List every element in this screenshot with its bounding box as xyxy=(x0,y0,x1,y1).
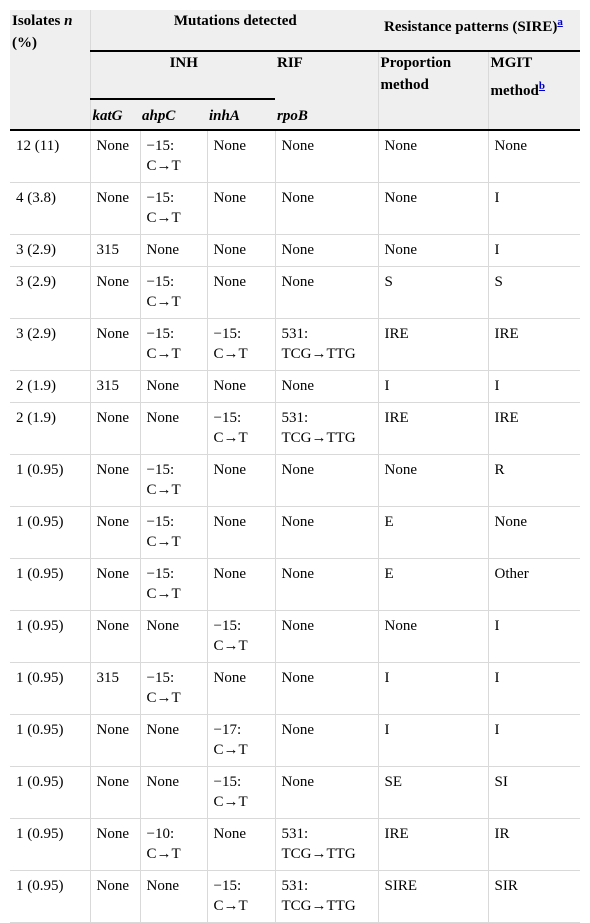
katg-cell: None xyxy=(90,871,140,923)
katg-cell: None xyxy=(90,455,140,507)
inha-cell: None xyxy=(207,819,275,871)
ahpc-cell: −10: C→T xyxy=(140,819,207,871)
isolates-cell: 1 (0.95) xyxy=(10,871,90,923)
table-row xyxy=(10,267,580,319)
footnote-b-link[interactable]: b xyxy=(538,80,545,92)
rif-label: RIF xyxy=(277,55,303,71)
proportion-method-label: Proportion method xyxy=(380,55,452,93)
katg-label: katG xyxy=(92,108,123,124)
resistance-patterns-label: Resistance patterns (SIRE) xyxy=(384,19,558,35)
rpob-cell: None xyxy=(275,559,378,611)
mgit-cell: I xyxy=(488,715,580,767)
ahpc-cell: None xyxy=(140,235,207,267)
isolates-cell: 3 (2.9) xyxy=(10,267,90,319)
rpob-cell: None xyxy=(275,130,378,183)
header-inh xyxy=(90,51,275,99)
ahpc-label: ahpC xyxy=(142,108,176,124)
isolates-cell: 1 (0.95) xyxy=(10,455,90,507)
inha-cell: −15: C→T xyxy=(207,871,275,923)
header-inha xyxy=(207,99,275,130)
mgit-cell: R xyxy=(488,455,580,507)
katg-cell: None xyxy=(90,267,140,319)
header-rpob xyxy=(275,99,378,130)
rpob-cell: None xyxy=(275,663,378,715)
table-row xyxy=(10,715,580,767)
katg-cell: None xyxy=(90,819,140,871)
isolates-cell: 1 (0.95) xyxy=(10,663,90,715)
inha-cell: None xyxy=(207,455,275,507)
inha-cell: −15: C→T xyxy=(207,611,275,663)
ahpc-cell: −15: C→T xyxy=(140,130,207,183)
mgit-cell: None xyxy=(488,507,580,559)
katg-cell: None xyxy=(90,559,140,611)
inha-cell: None xyxy=(207,559,275,611)
inha-cell: None xyxy=(207,130,275,183)
rpob-cell: None xyxy=(275,267,378,319)
inha-cell: −17: C→T xyxy=(207,715,275,767)
katg-cell: None xyxy=(90,507,140,559)
proportion-cell: I xyxy=(378,663,488,715)
katg-cell: None xyxy=(90,130,140,183)
table-row xyxy=(10,819,580,871)
mgit-cell: IRE xyxy=(488,403,580,455)
header-ahpc xyxy=(140,99,207,130)
rpob-cell: None xyxy=(275,767,378,819)
katg-cell: None xyxy=(90,183,140,235)
mgit-cell: S xyxy=(488,267,580,319)
table-row xyxy=(10,611,580,663)
isolates-cell: 3 (2.9) xyxy=(10,319,90,371)
proportion-cell: S xyxy=(378,267,488,319)
footnote-a-link[interactable]: a xyxy=(557,16,563,28)
mgit-cell: I xyxy=(488,611,580,663)
rpob-cell: 531: TCG→TTG xyxy=(275,819,378,871)
header-katg xyxy=(90,99,140,130)
ahpc-cell: −15: C→T xyxy=(140,559,207,611)
ahpc-cell: −15: C→T xyxy=(140,663,207,715)
ahpc-cell: −15: C→T xyxy=(140,183,207,235)
isolates-cell: 1 (0.95) xyxy=(10,611,90,663)
inha-cell: −15: C→T xyxy=(207,403,275,455)
mgit-cell: None xyxy=(488,130,580,183)
header-isolates xyxy=(10,10,90,130)
header-resistance-patterns xyxy=(378,10,580,51)
isolates-cell: 1 (0.95) xyxy=(10,767,90,819)
ahpc-cell: None xyxy=(140,371,207,403)
table-row xyxy=(10,403,580,455)
ahpc-cell: −15: C→T xyxy=(140,507,207,559)
ahpc-cell: None xyxy=(140,767,207,819)
ahpc-cell: None xyxy=(140,611,207,663)
rpob-cell: None xyxy=(275,455,378,507)
isolates-n-symbol: n xyxy=(64,13,73,29)
ahpc-cell: −15: C→T xyxy=(140,455,207,507)
isolates-cell: 1 (0.95) xyxy=(10,819,90,871)
header-mutations-detected xyxy=(90,10,378,51)
katg-cell: 315 xyxy=(90,371,140,403)
table-row xyxy=(10,371,580,403)
isolates-cell: 4 (3.8) xyxy=(10,183,90,235)
table-row xyxy=(10,767,580,819)
header-mgit-method xyxy=(488,51,580,130)
table-row xyxy=(10,235,580,267)
table-body xyxy=(10,130,580,923)
proportion-cell: IRE xyxy=(378,819,488,871)
inha-cell: None xyxy=(207,267,275,319)
mgit-cell: IRE xyxy=(488,319,580,371)
inha-cell: None xyxy=(207,235,275,267)
header-rif xyxy=(275,51,378,99)
inha-cell: −15: C→T xyxy=(207,319,275,371)
katg-cell: None xyxy=(90,403,140,455)
katg-cell: None xyxy=(90,319,140,371)
header-proportion-method xyxy=(378,51,488,130)
proportion-cell: None xyxy=(378,183,488,235)
mgit-cell: I xyxy=(488,235,580,267)
proportion-cell: E xyxy=(378,507,488,559)
rpob-cell: None xyxy=(275,235,378,267)
rpob-cell: 531: TCG→TTG xyxy=(275,403,378,455)
isolates-cell: 1 (0.95) xyxy=(10,507,90,559)
isolates-percent-label: (%) xyxy=(12,35,37,51)
mgit-method-label: MGIT method xyxy=(490,55,539,99)
proportion-cell: SE xyxy=(378,767,488,819)
ahpc-cell: −15: C→T xyxy=(140,267,207,319)
isolates-cell: 2 (1.9) xyxy=(10,403,90,455)
mgit-cell: SIR xyxy=(488,871,580,923)
ahpc-cell: None xyxy=(140,715,207,767)
table-row xyxy=(10,507,580,559)
proportion-cell: SIRE xyxy=(378,871,488,923)
table-row xyxy=(10,130,580,183)
rpob-cell: None xyxy=(275,183,378,235)
inha-cell: None xyxy=(207,507,275,559)
mutations-detected-label: Mutations detected xyxy=(173,13,297,29)
proportion-cell: I xyxy=(378,715,488,767)
table-row xyxy=(10,319,580,371)
katg-cell: 315 xyxy=(90,235,140,267)
table-row xyxy=(10,455,580,507)
proportion-cell: None xyxy=(378,235,488,267)
inha-cell: None xyxy=(207,371,275,403)
proportion-cell: IRE xyxy=(378,319,488,371)
inha-cell: None xyxy=(207,183,275,235)
inha-label: inhA xyxy=(209,108,240,124)
katg-cell: 315 xyxy=(90,663,140,715)
ahpc-cell: None xyxy=(140,403,207,455)
table-row xyxy=(10,183,580,235)
rpob-cell: 531: TCG→TTG xyxy=(275,319,378,371)
isolates-cell: 2 (1.9) xyxy=(10,371,90,403)
rpob-cell: None xyxy=(275,715,378,767)
proportion-cell: IRE xyxy=(378,403,488,455)
proportion-cell: None xyxy=(378,455,488,507)
isolates-cell: 1 (0.95) xyxy=(10,715,90,767)
proportion-cell: E xyxy=(378,559,488,611)
isolates-label: Isolates xyxy=(12,13,61,29)
ahpc-cell: None xyxy=(140,871,207,923)
table-header xyxy=(10,10,580,130)
proportion-cell: None xyxy=(378,611,488,663)
rpob-cell: 531: TCG→TTG xyxy=(275,871,378,923)
katg-cell: None xyxy=(90,767,140,819)
mgit-cell: SI xyxy=(488,767,580,819)
proportion-cell: I xyxy=(378,371,488,403)
isolates-cell: 1 (0.95) xyxy=(10,559,90,611)
inh-label: INH xyxy=(169,55,198,71)
mutation-resistance-table-container xyxy=(10,10,580,923)
table-row xyxy=(10,559,580,611)
inha-cell: None xyxy=(207,663,275,715)
mutation-resistance-table xyxy=(10,10,580,923)
table-row xyxy=(10,663,580,715)
rpob-label: rpoB xyxy=(277,108,308,124)
katg-cell: None xyxy=(90,715,140,767)
mgit-cell: I xyxy=(488,183,580,235)
table-row xyxy=(10,871,580,923)
rpob-cell: None xyxy=(275,611,378,663)
mgit-cell: I xyxy=(488,663,580,715)
rpob-cell: None xyxy=(275,371,378,403)
rpob-cell: None xyxy=(275,507,378,559)
inha-cell: −15: C→T xyxy=(207,767,275,819)
ahpc-cell: −15: C→T xyxy=(140,319,207,371)
mgit-cell: Other xyxy=(488,559,580,611)
mgit-cell: I xyxy=(488,371,580,403)
katg-cell: None xyxy=(90,611,140,663)
mgit-cell: IR xyxy=(488,819,580,871)
isolates-cell: 12 (11) xyxy=(10,130,90,183)
isolates-cell: 3 (2.9) xyxy=(10,235,90,267)
proportion-cell: None xyxy=(378,130,488,183)
